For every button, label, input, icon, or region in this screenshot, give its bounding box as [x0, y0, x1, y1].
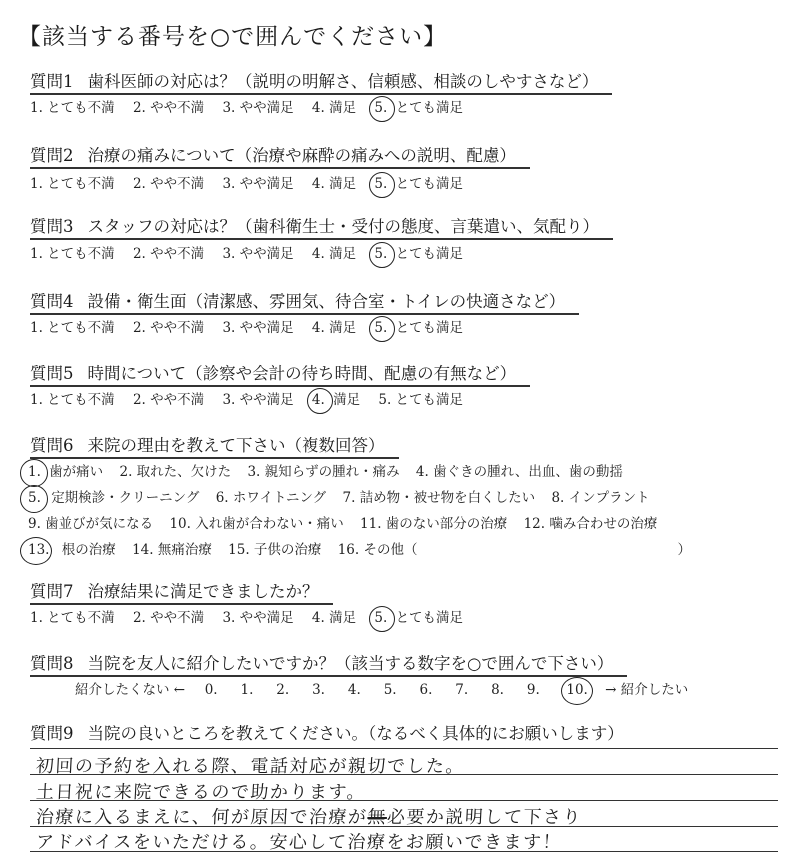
question-5-options: [30, 388, 477, 408]
q6-option-5-label: 定期検診・クリーニング: [51, 490, 200, 506]
q1-option-5-circled[interactable]: 5.: [374, 100, 388, 116]
question-4-title: 質問4 設備・衛生面（清潔感、雰囲気、待合室・トイレの快適さなど）: [30, 288, 579, 315]
q6-option-6[interactable]: 6. ホワイトニング: [215, 490, 327, 506]
question-8-title: 質問8 当院を友人に紹介したいですか？（該当する数字を○で囲んで下さい）: [30, 650, 627, 677]
q5-option-4-circled[interactable]: 4.: [311, 392, 325, 408]
q6-option-9[interactable]: 9. 歯並びが気になる: [28, 516, 154, 532]
q8-scale-0[interactable]: 0.: [204, 682, 218, 698]
question-9-title: 質問9 当院の良いところを教えてください。（なるべく具体的にお願いします）: [30, 724, 624, 743]
q6-option-15[interactable]: 15. 子供の治療: [228, 542, 322, 558]
q6-row-2: [28, 486, 662, 506]
q6-option-1-label: 歯が痛い: [49, 464, 104, 480]
q6-row-1: [28, 460, 635, 480]
q7-option-1[interactable]: 1. とても不満: [30, 610, 115, 626]
q2-option-3[interactable]: 3. やや満足: [222, 176, 294, 192]
q1-option-4[interactable]: 4. 満足: [311, 100, 357, 116]
q8-scale-4[interactable]: 4.: [347, 682, 361, 698]
q7-option-2[interactable]: 2. やや不満: [132, 610, 205, 626]
q8-scale-6[interactable]: 6.: [419, 682, 433, 698]
question-7-title: 質問7 治療結果に満足できましたか？: [30, 578, 333, 605]
answer-line-1: [30, 748, 778, 749]
q6-option-16-close-paren: ）: [677, 542, 691, 558]
q6-option-5-circled[interactable]: 5.: [28, 490, 41, 506]
q6-option-13-circled[interactable]: 13.: [28, 542, 50, 558]
q7-option-5-label: とても満足: [395, 610, 464, 626]
q1-option-2[interactable]: 2. やや不満: [132, 100, 205, 116]
q6-option-10[interactable]: 10. 入れ歯が合わない・痛い: [169, 516, 344, 532]
q8-right-label: → 紹介したい: [605, 682, 689, 698]
q5-option-3[interactable]: 3. やや満足: [222, 392, 294, 408]
q3-option-4[interactable]: 4. 満足: [311, 246, 357, 262]
q2-option-1[interactable]: 1. とても不満: [30, 176, 115, 192]
q6-option-13-label: 根の治療: [61, 542, 116, 558]
q6-option-16[interactable]: 16. その他（: [337, 542, 418, 558]
q9-struck-text: 無: [366, 807, 388, 828]
q4-option-4[interactable]: 4. 満足: [311, 320, 357, 336]
q9-answer-line-1: 初回の予約を入れる際、電話対応が親切でした。: [35, 756, 466, 777]
q8-scale-5[interactable]: 5.: [383, 682, 397, 698]
q1-option-1[interactable]: 1. とても不満: [30, 100, 115, 116]
q8-left-label: 紹介したくない ←: [75, 682, 186, 698]
question-1-options: [30, 96, 477, 116]
q8-scale-2[interactable]: 2.: [276, 682, 290, 698]
q6-option-14[interactable]: 14. 無痛治療: [132, 542, 212, 558]
q6-option-7[interactable]: 7. 詰め物・被せ物を白くしたい: [342, 490, 536, 506]
question-2-options: [30, 172, 477, 192]
question-6-title: 質問6 来院の理由を教えて下さい（複数回答）: [30, 432, 399, 459]
q1-option-3[interactable]: 3. やや満足: [222, 100, 294, 116]
q4-option-5-label: とても満足: [395, 320, 464, 336]
q2-option-2[interactable]: 2. やや不満: [132, 176, 205, 192]
q7-option-4[interactable]: 4. 満足: [311, 610, 357, 626]
q6-option-11[interactable]: 11. 歯のない部分の治療: [360, 516, 508, 532]
page-header: 【該当する番号を○で囲んでください】: [18, 24, 448, 50]
q5-option-4-label: 満足: [333, 392, 361, 408]
q6-row-3: [28, 512, 669, 532]
q5-option-5[interactable]: 5. とても満足: [378, 392, 464, 408]
question-2-title: 質問2 治療の痛みについて（治療や麻酔の痛みへの説明、配慮）: [30, 142, 530, 169]
q9-answer-line-2: 土日祝に来院できるので助かります。: [35, 782, 367, 803]
q4-option-5-circled[interactable]: 5.: [374, 320, 388, 336]
question-5-title: 質問5 時間について（診察や会計の待ち時間、配慮の有無など）: [30, 360, 530, 387]
q3-option-3[interactable]: 3. やや満足: [222, 246, 294, 262]
q8-scale-3[interactable]: 3.: [312, 682, 325, 698]
q3-option-5-circled[interactable]: 5.: [374, 246, 388, 262]
q6-option-8[interactable]: 8. インプラント: [551, 490, 650, 506]
q7-option-3[interactable]: 3. やや満足: [222, 610, 294, 626]
q9-answer-line-4: アドバイスをいただける。安心して治療をお願いできます！: [35, 832, 563, 853]
q8-scale-9[interactable]: 9.: [526, 682, 540, 698]
q6-option-2[interactable]: 2. 取れた、欠けた: [119, 464, 232, 480]
q3-option-1[interactable]: 1. とても不満: [30, 246, 115, 262]
q4-option-1[interactable]: 1. とても不満: [30, 320, 115, 336]
question-7-options: [30, 606, 477, 626]
q9-answer-line-3: 治療に入るまえに、何が原因で治療が無必要か説明して下さり: [35, 807, 583, 828]
question-3-options: [30, 242, 477, 262]
q8-scale-8[interactable]: 8.: [491, 682, 504, 698]
q6-option-12[interactable]: 12. 噛み合わせの治療: [523, 516, 658, 532]
q1-option-5-label: とても満足: [395, 100, 464, 116]
q3-option-2[interactable]: 2. やや不満: [132, 246, 205, 262]
q6-option-1-circled[interactable]: 1.: [28, 464, 41, 480]
question-3-title: 質問3 スタッフの対応は？（歯科衛生士・受付の態度、言葉遣い、気配り）: [30, 213, 613, 240]
q8-scale-10-circled[interactable]: 10.: [561, 682, 593, 698]
q2-option-5-circled[interactable]: 5.: [374, 176, 388, 192]
q8-scale-1[interactable]: 1.: [240, 682, 254, 698]
q5-option-1[interactable]: 1. とても不満: [30, 392, 115, 408]
q8-scale-7[interactable]: 7.: [455, 682, 469, 698]
q6-row-4: [28, 538, 691, 558]
q6-option-3[interactable]: 3. 親知らずの腫れ・痛み: [247, 464, 400, 480]
q2-option-5-label: とても満足: [395, 176, 464, 192]
q3-option-5-label: とても満足: [395, 246, 464, 262]
question-1-title: 質問1 歯科医師の対応は？（説明の明解さ、信頼感、相談のしやすさなど）: [30, 68, 612, 95]
q4-option-3[interactable]: 3. やや満足: [222, 320, 294, 336]
q5-option-2[interactable]: 2. やや不満: [132, 392, 205, 408]
q4-option-2[interactable]: 2. やや不満: [132, 320, 205, 336]
q7-option-5-circled[interactable]: 5.: [374, 610, 388, 626]
question-4-options: [30, 316, 477, 336]
q8-scale: [75, 678, 688, 698]
q2-option-4[interactable]: 4. 満足: [311, 176, 357, 192]
q6-option-4[interactable]: 4. 歯ぐきの腫れ、出血、歯の動揺: [415, 464, 623, 480]
